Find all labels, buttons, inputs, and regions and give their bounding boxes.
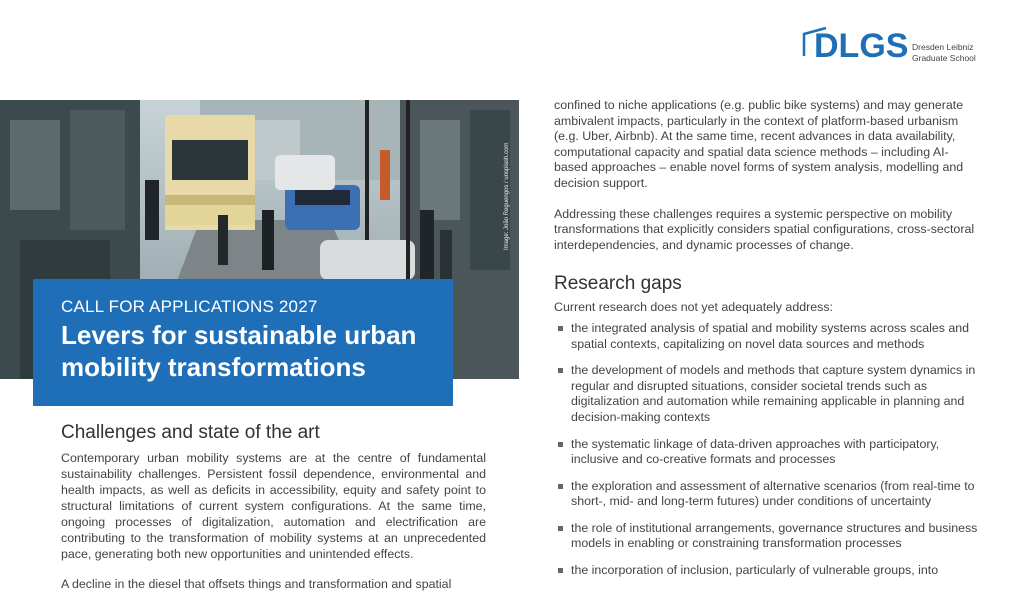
bullet-icon: [558, 484, 563, 489]
research-gaps-list: [554, 321, 979, 579]
left-column: [61, 422, 486, 592]
context-paragraph: confined to niche applications (e.g. public bike systems) and may generate ambivalent impacts, particularly in the context of platform-based urbanism (e.g. Uber, Airbnb). At the same time, recent advances in data availability, computational capacity and spatial data science methods – including AI-based approaches – enable novel forms of system analysis, modelling and decision support.: [554, 98, 964, 190]
bullet-icon: [558, 368, 563, 373]
research-gaps-intro: Current research does not yet adequately address:: [554, 300, 833, 315]
research-gaps-heading: Research gaps: [554, 273, 682, 295]
list-item: the role of institutional arrangements, governance structures and business models in enabling or constraining transformation processes: [554, 521, 979, 552]
bullet-icon: [558, 526, 563, 531]
right-column: [554, 98, 979, 590]
list-item: the systematic linkage of data-driven approaches with participatory, inclusive and co-creative formats and processes: [554, 437, 979, 468]
challenges-heading: Challenges and state of the art: [61, 422, 320, 443]
challenges-paragraph: Contemporary urban mobility systems are at the centre of fundamental sustainability challenges. Persistent fossil dependence, environmental and health impacts, as well as deficits in accessibility, equity and safety point to structural limitations of current system configurations. At the same time, ongoing processes of digitalization, automation and electrification are contributing to the transformation of mobility systems at an unprecedented pace, generating both new opportunities and unintended effects.: [61, 451, 486, 561]
logo-subtitle: Dresden Leibniz Graduate School: [912, 42, 976, 63]
list-item: the exploration and assessment of alternative scenarios (from real-time to short-, mid- and long-term futures) under conditions of uncertainty: [554, 479, 979, 510]
call-banner: [33, 279, 453, 406]
banner-kicker: CALL FOR APPLICATIONS 2027: [61, 297, 318, 316]
bullet-icon: [558, 442, 563, 447]
bullet-icon: [558, 326, 563, 331]
bullet-icon: [558, 568, 563, 573]
photo-credit: Image: João Reguengos / unsplash.com: [504, 142, 510, 250]
list-item: the integrated analysis of spatial and mobility systems across scales and spatial contexts, capitalizing on novel data sources and methods: [554, 321, 979, 352]
challenges-paragraph-2: A decline in the diesel that offsets things and transformation and spatial: [61, 577, 452, 591]
list-item: the incorporation of inclusion, particularly of vulnerable groups, into: [554, 563, 979, 579]
list-item: the development of models and methods that capture system dynamics in regular and disrupted situations, consider societal trends such as digitalization and automation while remaining applicable in planning and decision-making contexts: [554, 363, 979, 425]
dlgs-logo: [800, 24, 990, 68]
logo-wordmark: DLGS: [814, 27, 909, 65]
systemic-paragraph: Addressing these challenges requires a systemic perspective on mobility transformations that explicitly considers spatial configurations, cross-sectoral interdependencies, and dynamic processes of change.: [554, 206, 975, 252]
banner-title: Levers for sustainable urban mobility transformations: [61, 320, 417, 382]
